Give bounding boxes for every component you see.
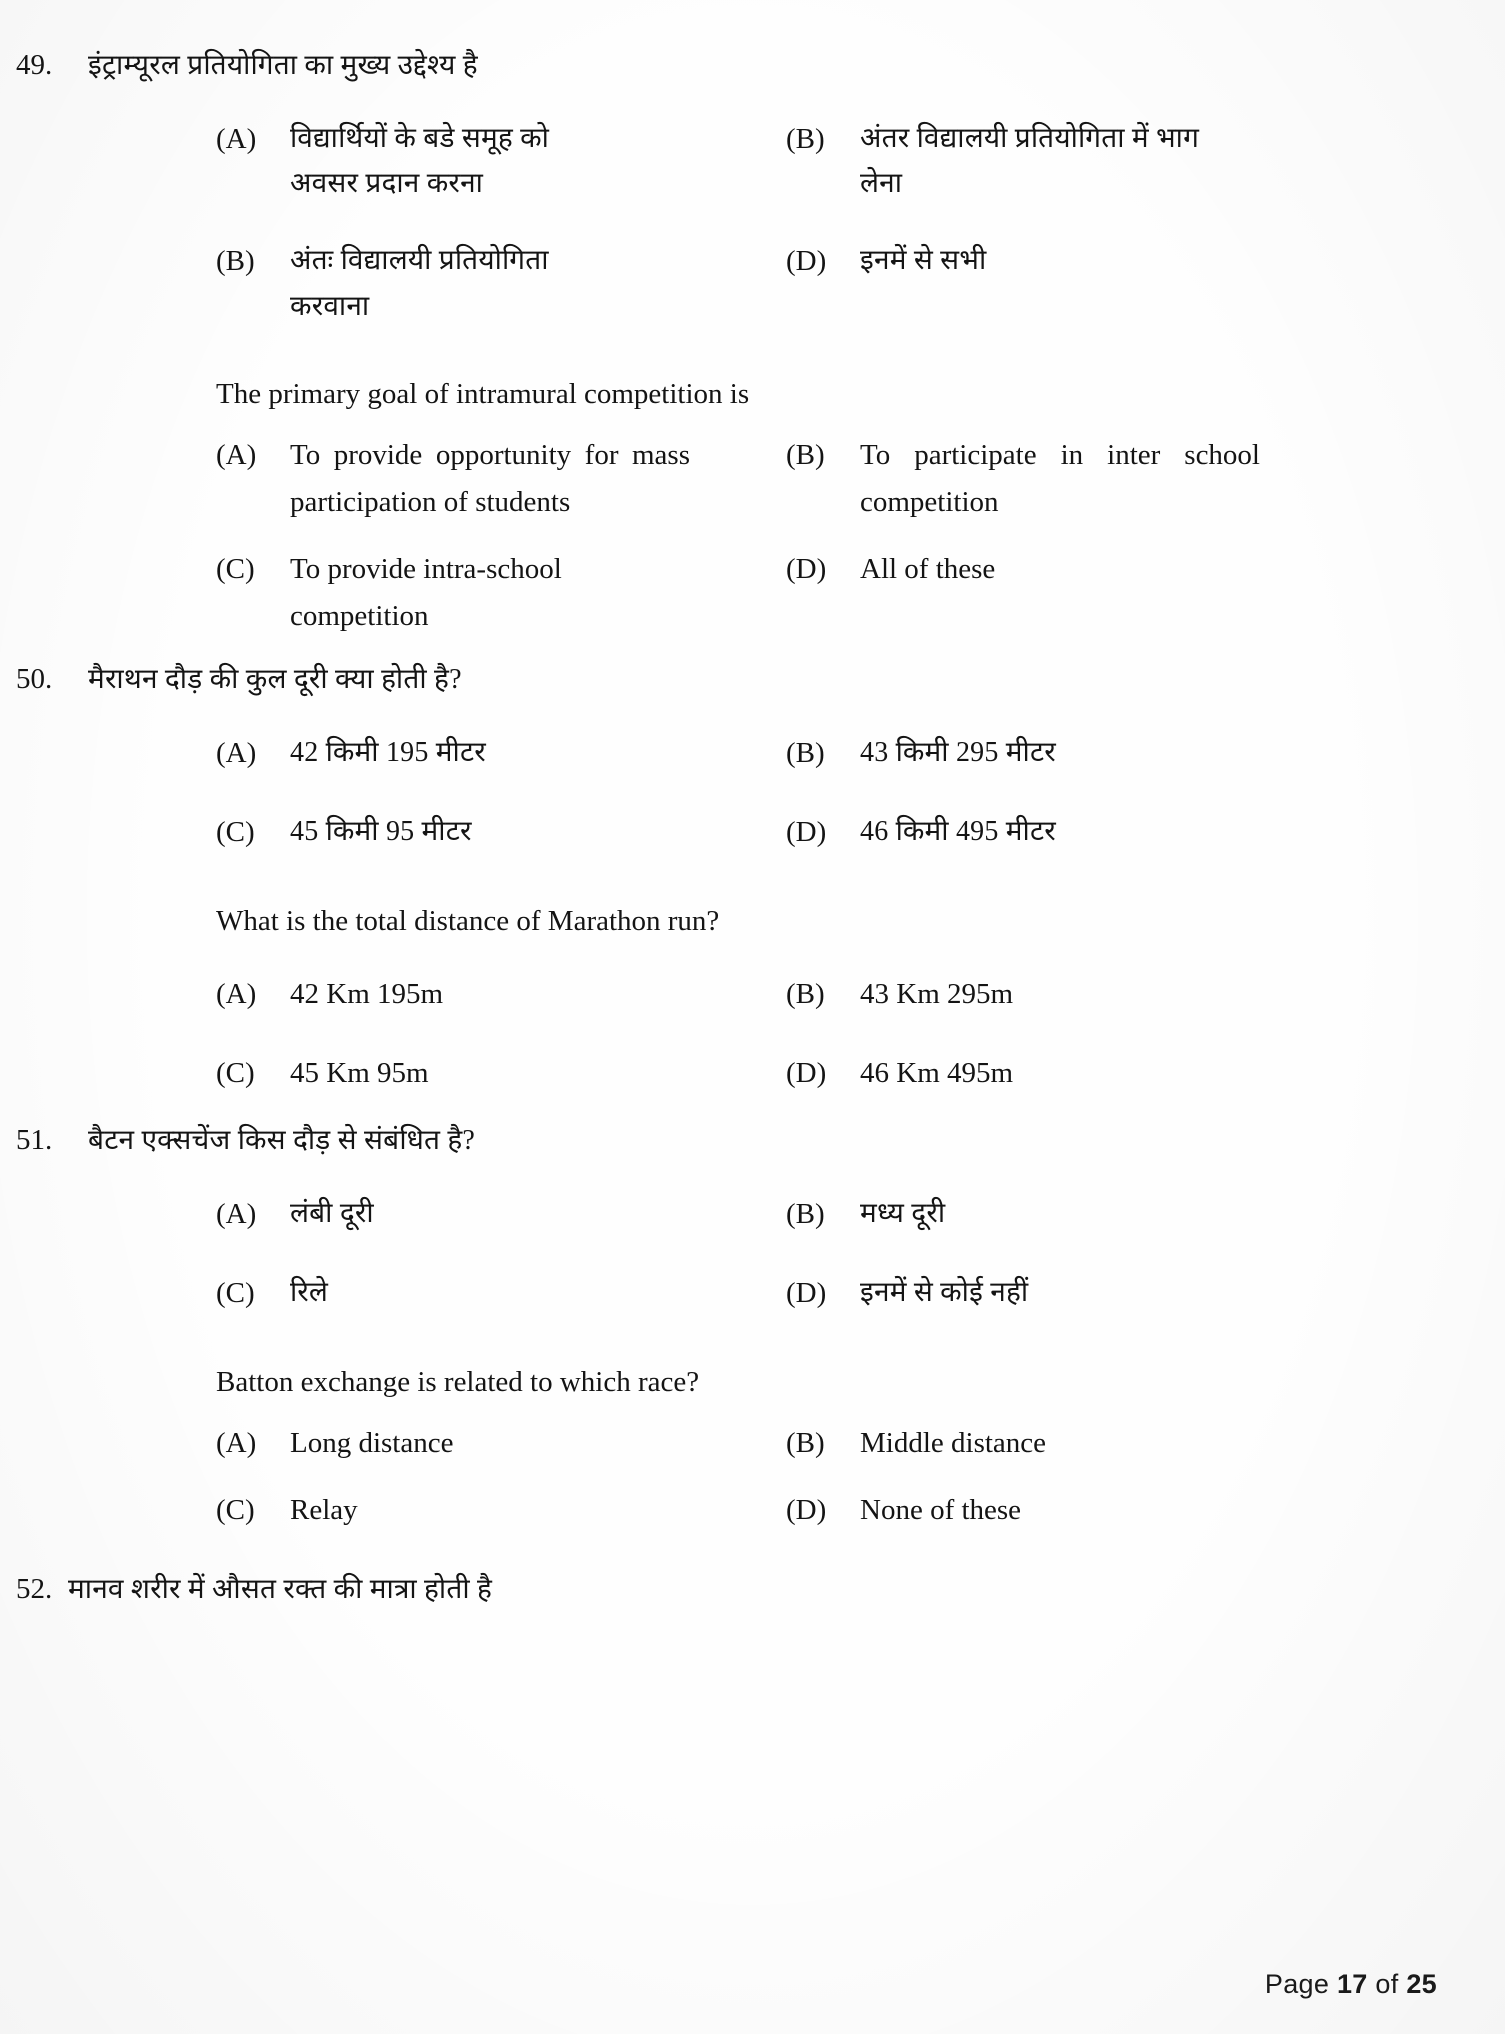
question-50-stem-hindi: मैराथन दौड़ की कुल दूरी क्या होती है? (88, 664, 462, 696)
question-block-52 (0, 1538, 1505, 1612)
option-49-en-b[interactable] (786, 432, 1505, 526)
option-50-en-a-label: (A) (216, 978, 257, 1011)
question-50-english-options (0, 971, 1505, 1022)
option-51-en-c-text: Relay (290, 1494, 358, 1527)
question-50-english-options-row2 (0, 1050, 1505, 1101)
question-51-hindi-options-row2 (0, 1270, 1505, 1321)
option-51-hi-b-text: मध्य दूरी (860, 1197, 946, 1229)
option-50-hi-d[interactable] (786, 809, 1505, 856)
option-51-hi-a[interactable] (216, 1191, 786, 1238)
question-block-50 (0, 644, 1505, 1101)
question-51-stem-english: Batton exchange is related to which race? (216, 1365, 700, 1398)
option-50-en-d-label: (D) (786, 1057, 827, 1090)
question-51-number: 51. (16, 1124, 53, 1157)
option-51-en-d-text: None of these (860, 1494, 1022, 1527)
question-52-heading (0, 1568, 1505, 1612)
option-51-hi-c-label: (C) (216, 1276, 255, 1309)
option-50-hi-c-text: 45 किमी 95 मीटर (290, 815, 472, 847)
question-49-heading (0, 44, 1505, 88)
option-50-en-b[interactable] (786, 971, 1505, 1018)
page-footer (1265, 1969, 1437, 2000)
option-51-hi-b-label: (B) (786, 1197, 825, 1230)
footer-page-number: 17 (1336, 1969, 1368, 1999)
option-50-en-a-text: 42 Km 195m (290, 978, 444, 1011)
option-50-hi-d-label: (D) (786, 815, 827, 848)
option-49-hi-d[interactable] (786, 238, 1505, 329)
option-51-en-d[interactable] (786, 1487, 1505, 1534)
option-49-en-d[interactable] (786, 546, 1505, 640)
footer-of-label: of (1375, 1969, 1399, 1999)
option-51-en-b-label: (B) (786, 1427, 825, 1460)
option-50-hi-c[interactable] (216, 809, 786, 856)
option-49-en-a-label: (A) (216, 439, 257, 472)
option-49-en-d-label: (D) (786, 553, 827, 586)
option-49-en-c-text: To provide intra-school competition (290, 553, 562, 633)
question-50-heading (0, 658, 1505, 702)
question-49-number: 49. (16, 49, 53, 81)
option-49-hi-a-label: (A) (216, 122, 257, 155)
option-50-hi-a-label: (A) (216, 736, 257, 769)
option-49-hi-b-text: अंतर विद्यालयी प्रतियोगिता में भाग लेना (860, 122, 1200, 199)
option-49-hi-c-text: अंतः विद्यालयी प्रतियोगिता करवाना (290, 245, 549, 322)
option-49-en-c[interactable] (216, 546, 786, 640)
option-50-hi-b-label: (B) (786, 736, 825, 769)
option-49-en-b-label: (B) (786, 439, 825, 472)
option-50-en-b-label: (B) (786, 978, 825, 1011)
option-51-en-b-text: Middle distance (860, 1427, 1047, 1460)
option-49-hi-b-label: (B) (786, 122, 825, 155)
option-50-hi-b[interactable] (786, 730, 1505, 777)
option-50-en-c-text: 45 Km 95m (290, 1057, 429, 1090)
question-49-english-options-row2 (0, 546, 1505, 644)
option-49-en-d-text: All of these (860, 553, 996, 586)
option-50-en-c-label: (C) (216, 1057, 255, 1090)
question-50-number: 50. (16, 663, 53, 696)
option-51-en-c-label: (C) (216, 1494, 255, 1527)
option-49-en-a[interactable] (216, 432, 786, 526)
option-50-en-a[interactable] (216, 971, 786, 1018)
option-49-hi-d-text: इनमें से सभी (860, 245, 987, 277)
option-50-en-d[interactable] (786, 1050, 1505, 1097)
question-block-49 (0, 0, 1505, 644)
option-50-en-b-text: 43 Km 295m (860, 978, 1014, 1011)
question-50-hindi-options-row2 (0, 809, 1505, 860)
option-49-hi-a-text: विद्यार्थियों के बडे समूह को अवसर प्रदान करना (290, 122, 550, 199)
question-49-stem-hindi: इंट्राम्यूरल प्रतियोगिता का मुख्य उद्देश्य है (88, 50, 478, 81)
option-49-en-a-text: To provide opportunity for mass participation of students (290, 439, 690, 519)
question-block-51 (0, 1101, 1505, 1538)
option-49-hi-d-label: (D) (786, 245, 827, 278)
question-50-hindi-options (0, 730, 1505, 781)
option-49-hi-a[interactable] (216, 116, 786, 207)
option-50-en-c[interactable] (216, 1050, 786, 1097)
option-51-hi-c[interactable] (216, 1270, 786, 1317)
option-49-en-b-text: To participate in inter school competition (860, 439, 1260, 519)
option-51-en-c[interactable] (216, 1487, 786, 1534)
question-51-english-options-row2 (0, 1487, 1505, 1538)
option-50-hi-a[interactable] (216, 730, 786, 777)
question-51-heading (0, 1119, 1505, 1163)
option-50-hi-c-label: (C) (216, 815, 255, 848)
option-49-hi-b[interactable] (786, 116, 1505, 207)
option-51-en-b[interactable] (786, 1420, 1505, 1467)
question-51-english-options (0, 1420, 1505, 1471)
question-49-stem-english: The primary goal of intramural competition is (216, 377, 750, 410)
question-49-hindi-options (0, 116, 1505, 211)
option-50-en-d-text: 46 Km 495m (860, 1057, 1014, 1090)
question-49-english-options (0, 432, 1505, 530)
footer-total-pages: 25 (1406, 1969, 1437, 1999)
option-51-hi-a-text: लंबी दूरी (290, 1197, 374, 1229)
footer-page-label: Page (1264, 1969, 1330, 1999)
option-51-en-a-label: (A) (216, 1427, 257, 1460)
option-50-hi-b-text: 43 किमी 295 मीटर (860, 736, 1056, 768)
option-49-en-c-label: (C) (216, 553, 255, 586)
option-51-hi-d[interactable] (786, 1270, 1505, 1317)
option-51-en-a[interactable] (216, 1420, 786, 1467)
option-49-hi-c-label: (B) (216, 245, 255, 278)
option-51-hi-a-label: (A) (216, 1197, 257, 1230)
option-49-hi-c[interactable] (216, 238, 786, 329)
option-51-hi-b[interactable] (786, 1191, 1505, 1238)
question-52-stem-hindi: मानव शरीर में औसत रक्त की मात्रा होती है (68, 1574, 493, 1606)
option-51-hi-c-text: रिले (290, 1276, 329, 1308)
question-52-number: 52. (16, 1573, 53, 1606)
question-51-stem-hindi: बैटन एक्सचेंज किस दौड़ से संबंधित है? (88, 1125, 476, 1157)
option-51-en-a-text: Long distance (290, 1427, 454, 1460)
option-51-hi-d-text: इनमें से कोई नहीं (860, 1276, 1029, 1308)
option-51-hi-d-label: (D) (786, 1276, 827, 1309)
option-50-hi-d-text: 46 किमी 495 मीटर (860, 815, 1056, 847)
question-51-hindi-options (0, 1191, 1505, 1242)
question-50-stem-english: What is the total distance of Marathon run? (216, 904, 720, 937)
question-49-hindi-options-row2 (0, 238, 1505, 333)
option-51-en-d-label: (D) (786, 1494, 827, 1527)
option-50-hi-a-text: 42 किमी 195 मीटर (290, 736, 486, 768)
